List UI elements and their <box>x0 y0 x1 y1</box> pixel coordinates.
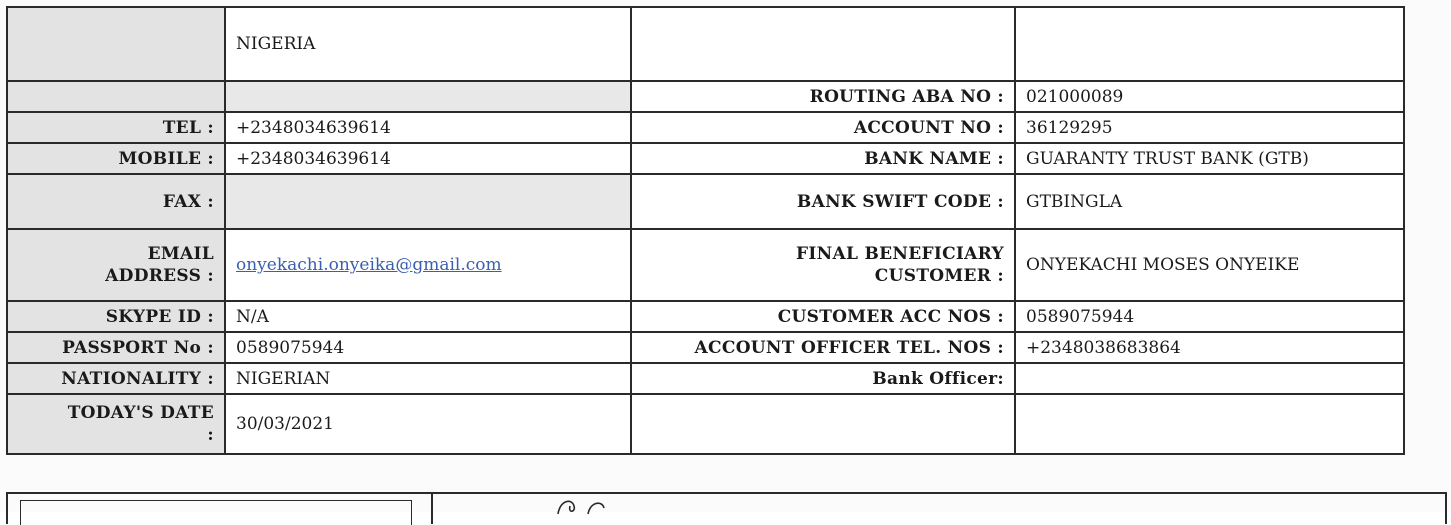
customer-acc-value: 0589075944 <box>1015 301 1404 332</box>
blank-date-right-label <box>631 394 1015 454</box>
email-label-line-2: ADDRESS : <box>105 266 214 286</box>
date-label <box>7 394 225 454</box>
country-label-cell <box>7 7 225 81</box>
passport-value: 0589075944 <box>225 332 631 363</box>
fax-value <box>225 174 631 229</box>
email-value-cell <box>225 229 631 301</box>
next-section-row <box>6 492 1447 524</box>
bank-name-label: BANK NAME : <box>631 143 1015 174</box>
swift-value: GTBINGLA <box>1015 174 1404 229</box>
row-passport <box>7 332 1404 363</box>
tel-value: +2348034639614 <box>225 112 631 143</box>
customer-acc-label: CUSTOMER ACC NOS : <box>631 301 1015 332</box>
skype-value: N/A <box>225 301 631 332</box>
date-value: 30/03/2021 <box>225 394 631 454</box>
country-value: NIGERIA <box>225 7 631 81</box>
mobile-label: MOBILE : <box>7 143 225 174</box>
date-label-line-1: TODAY'S DATE <box>67 403 214 423</box>
date-label-line-2: : <box>207 425 214 445</box>
bank-name-value: GUARANTY TRUST BANK (GTB) <box>1015 143 1404 174</box>
bank-officer-label: Bank Officer: <box>631 363 1015 394</box>
blank-left-label-cell <box>7 81 225 112</box>
nationality-label: NATIONALITY : <box>7 363 225 394</box>
skype-label: SKYPE ID : <box>7 301 225 332</box>
blank-left-value-cell <box>225 81 631 112</box>
mobile-value: +2348034639614 <box>225 143 631 174</box>
officer-tel-value: +2348038683864 <box>1015 332 1404 363</box>
email-link[interactable]: onyekachi.onyeika@gmail.com <box>236 255 502 275</box>
swift-label: BANK SWIFT CODE : <box>631 174 1015 229</box>
row-routing <box>7 81 1404 112</box>
beneficiary-label <box>631 229 1015 301</box>
signature-stroke <box>528 494 648 516</box>
blank-right-value-cell <box>1015 7 1404 81</box>
row-mobile <box>7 143 1404 174</box>
next-section-divider <box>431 494 433 524</box>
officer-tel-label: ACCOUNT OFFICER TEL. NOS : <box>631 332 1015 363</box>
beneficiary-label-line-2: CUSTOMER : <box>874 266 1004 286</box>
bank-officer-value <box>1015 363 1404 394</box>
account-label: ACCOUNT NO : <box>631 112 1015 143</box>
row-fax <box>7 174 1404 229</box>
blank-right-label-cell <box>631 7 1015 81</box>
email-label-line-1: EMAIL <box>147 244 214 264</box>
row-skype <box>7 301 1404 332</box>
nationality-value: NIGERIAN <box>225 363 631 394</box>
routing-value: 021000089 <box>1015 81 1404 112</box>
next-section-left-box <box>20 500 412 525</box>
row-email <box>7 229 1404 301</box>
tel-label: TEL : <box>7 112 225 143</box>
beneficiary-value: ONYEKACHI MOSES ONYEIKE <box>1015 229 1404 301</box>
passport-label: PASSPORT No : <box>7 332 225 363</box>
email-label <box>7 229 225 301</box>
fax-label: FAX : <box>7 174 225 229</box>
blank-date-right-value <box>1015 394 1404 454</box>
row-tel <box>7 112 1404 143</box>
account-value: 36129295 <box>1015 112 1404 143</box>
row-country <box>7 7 1404 81</box>
row-date <box>7 394 1404 454</box>
beneficiary-label-line-1: FINAL BENEFICIARY <box>796 244 1004 264</box>
bank-details-table <box>6 6 1405 455</box>
row-nationality <box>7 363 1404 394</box>
routing-label: ROUTING ABA NO : <box>631 81 1015 112</box>
